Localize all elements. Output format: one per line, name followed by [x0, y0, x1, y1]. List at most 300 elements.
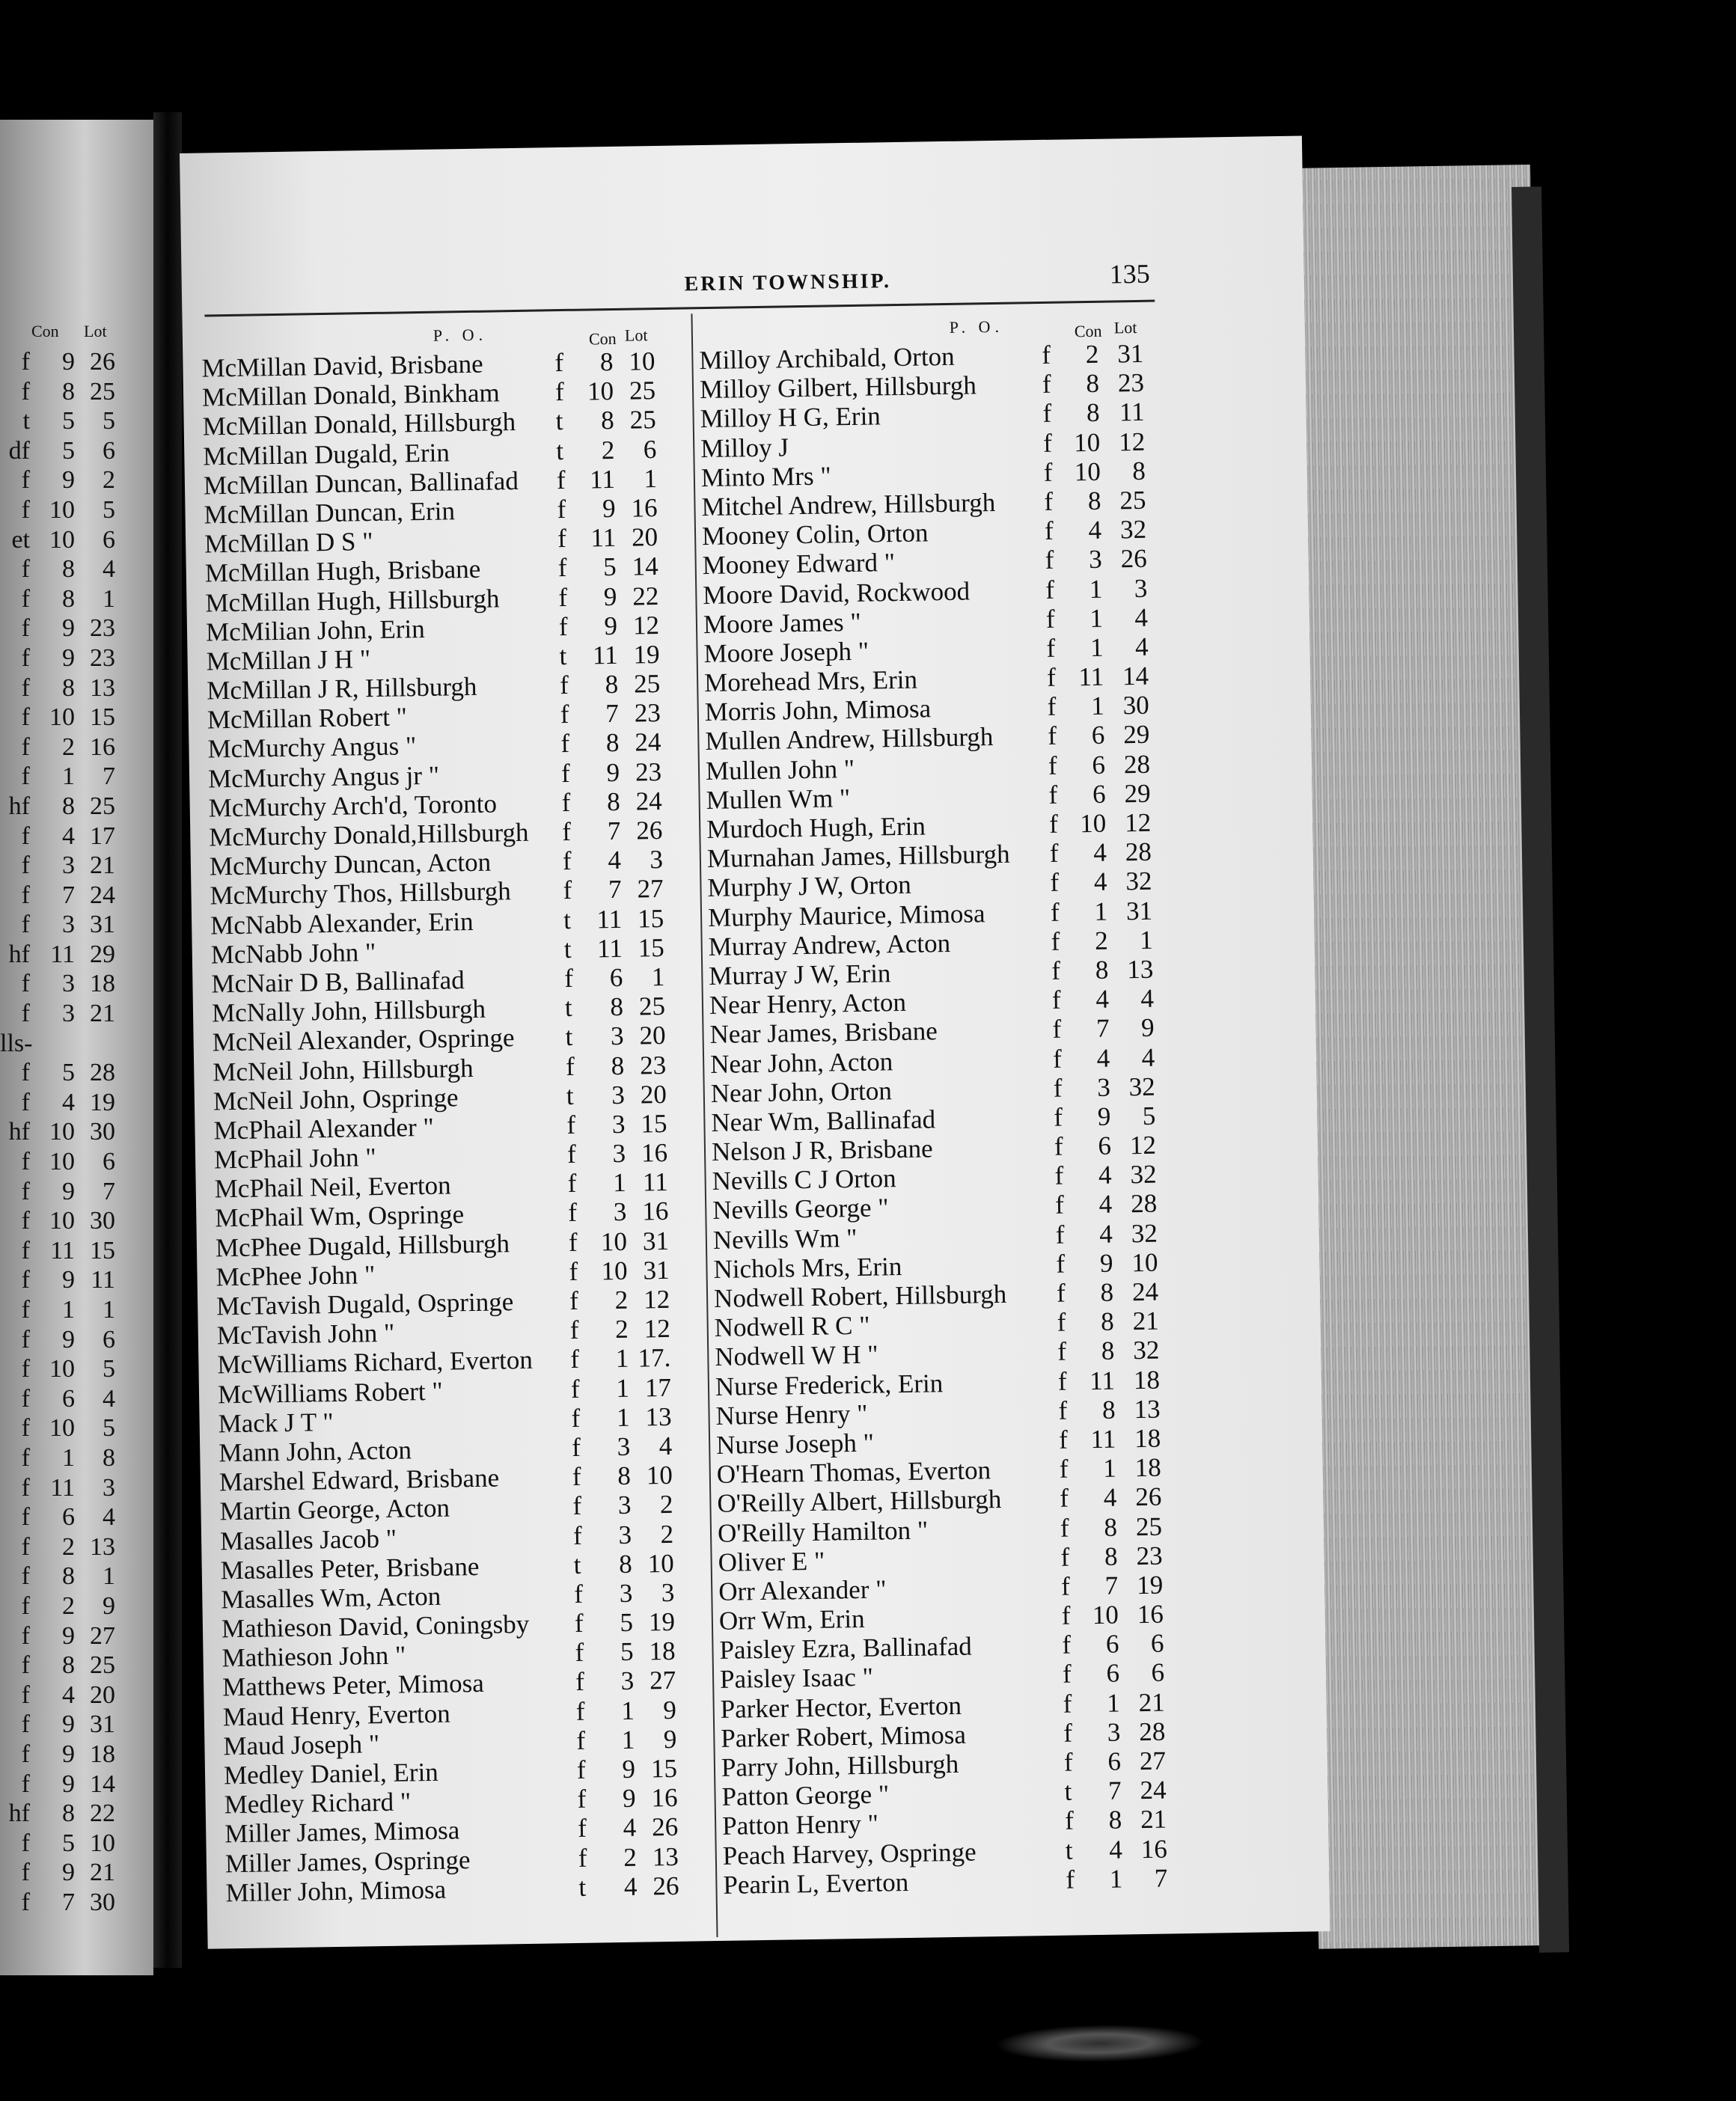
- entry-lot: 6: [643, 434, 657, 464]
- entry-lot: 32: [1125, 866, 1152, 896]
- entry-tenure: f: [1054, 1160, 1064, 1191]
- left-page-lot: 23: [90, 614, 115, 643]
- entry-tenure: f: [561, 787, 571, 817]
- entry-con: 9: [606, 757, 620, 787]
- entry-name: Nurse Joseph ": [715, 1428, 875, 1460]
- entry-name: McPhail Alexander ": [213, 1112, 435, 1146]
- entry-con: 7: [1107, 1776, 1122, 1805]
- left-page-tenure: f: [21, 703, 30, 732]
- left-page-tenure: f: [21, 1414, 30, 1443]
- entry-con: 8: [599, 346, 614, 377]
- entry-name: Miller John, Mimosa: [225, 1874, 447, 1908]
- entry-con: 9: [603, 581, 617, 611]
- entry-lot: 23: [634, 698, 661, 728]
- left-page-con: 8: [62, 1799, 75, 1828]
- left-page-tenure: f: [21, 1236, 30, 1264]
- page-number: 135: [1109, 258, 1150, 290]
- left-page-tenure: f: [21, 495, 30, 524]
- entry-name: McPhee John ": [216, 1259, 376, 1292]
- entry-lot: 27: [1139, 1746, 1167, 1776]
- entry-lot: 24: [1140, 1775, 1167, 1805]
- left-page-tenure: f: [21, 822, 30, 850]
- entry-tenure: f: [574, 1608, 584, 1639]
- left-page-lot: 1: [103, 1562, 115, 1591]
- entry-lot: 30: [1122, 690, 1150, 721]
- entry-tenure: f: [1048, 750, 1057, 780]
- entry-name: Nodwell R C ": [714, 1310, 870, 1343]
- left-page-lot: 25: [90, 377, 115, 406]
- entry-lot: 32: [1131, 1218, 1158, 1248]
- entry-name: McMillan J H ": [206, 643, 371, 676]
- entry-lot: 22: [632, 581, 659, 611]
- entry-tenure: f: [575, 1696, 585, 1726]
- entry-tenure: f: [577, 1814, 587, 1844]
- entry-lot: 13: [645, 1401, 672, 1432]
- entry-tenure: f: [577, 1784, 587, 1814]
- entry-lot: 25: [629, 376, 656, 406]
- entry-name: McMurchy Angus jr ": [207, 760, 440, 794]
- entry-con: 4: [1108, 1835, 1123, 1865]
- left-page-tenure: f: [21, 1710, 30, 1739]
- entry-lot: 14: [632, 551, 659, 581]
- entry-con: 7: [605, 699, 620, 729]
- entry-name: Mitchel Andrew, Hillsburgh: [701, 487, 996, 522]
- left-page-tenure: f: [21, 851, 30, 880]
- entry-con: 3: [617, 1431, 631, 1461]
- entry-tenure: f: [564, 963, 574, 993]
- left-page-con: 9: [62, 1177, 75, 1205]
- entry-lot: 23: [639, 1050, 667, 1080]
- left-page-lot: 8: [103, 1443, 115, 1472]
- entry-tenure: f: [574, 1579, 584, 1609]
- left-page-tenure: f: [21, 1000, 30, 1028]
- entry-name: McPhail John ": [213, 1143, 376, 1175]
- entry-con: 1: [1102, 1453, 1117, 1483]
- left-page-lot: 27: [90, 1621, 115, 1650]
- entry-name: Near Wm, Ballinafad: [711, 1104, 936, 1137]
- left-page-lot: 15: [90, 703, 115, 732]
- left-page-lot: 7: [103, 762, 115, 791]
- left-page-entry: [0, 970, 153, 1000]
- entry-tenure: f: [1055, 1220, 1065, 1250]
- entry-lot: 15: [650, 1753, 678, 1784]
- entry-con: 1: [616, 1402, 630, 1432]
- entry-con: 3: [619, 1578, 633, 1608]
- left-page-entry: [0, 1355, 153, 1385]
- left-page-entry: [0, 1118, 153, 1148]
- left-page-con: 3: [62, 851, 75, 880]
- entry-lot: 16: [631, 492, 658, 523]
- left-page-lot: 29: [90, 940, 115, 968]
- entry-tenure: f: [567, 1198, 578, 1228]
- entry-con: 8: [1104, 1512, 1118, 1542]
- entry-tenure: f: [1050, 897, 1060, 927]
- entry-name: McMurchy Angus ": [207, 731, 417, 764]
- left-page-entry: [0, 941, 153, 970]
- left-page-con: 8: [62, 673, 75, 702]
- entry-lot: 4: [1134, 631, 1149, 661]
- left-page-con: 2: [62, 1532, 75, 1561]
- entry-lot: 20: [639, 1021, 666, 1050]
- left-page-entry: [0, 1030, 153, 1059]
- entry-con: 6: [1105, 1629, 1119, 1660]
- con-header: Con: [588, 328, 617, 349]
- entry-name: Patton George ": [721, 1779, 890, 1812]
- left-page-tenure: f: [21, 1503, 30, 1532]
- left-page-entry: [0, 1503, 153, 1533]
- entry-lot: 28: [1123, 749, 1151, 779]
- left-page-tenure: f: [21, 881, 30, 909]
- left-page-con: 8: [62, 1562, 75, 1591]
- left-page-tenure: f: [21, 348, 30, 376]
- left-page-entry: [0, 378, 153, 408]
- entry-tenure: f: [1045, 604, 1055, 634]
- left-page-con-header: Con: [31, 322, 59, 340]
- entry-name: McWilliams Robert ": [217, 1376, 443, 1409]
- entry-tenure: f: [1054, 1131, 1063, 1161]
- left-page-lot: 24: [90, 881, 115, 909]
- entry-con: 4: [1095, 984, 1110, 1015]
- left-page-con: 7: [62, 1888, 75, 1916]
- left-page-tenure: f: [21, 1443, 30, 1472]
- left-page-entry: [0, 466, 153, 496]
- entry-name: McMillan J R, Hillsburgh: [206, 671, 477, 706]
- left-page-entry: [0, 1681, 153, 1711]
- entry-lot: 13: [1134, 1394, 1161, 1424]
- left-page-tenure: hf: [8, 1799, 30, 1828]
- entry-name: Orr Wm, Erin: [718, 1603, 865, 1636]
- left-page-entry: [0, 674, 153, 704]
- left-page-tenure: f: [21, 1384, 30, 1413]
- entry-name: Moore David, Rockwood: [703, 575, 971, 610]
- entry-name: McNeil John, Hillsburgh: [212, 1053, 474, 1086]
- left-page-tenure: df: [8, 436, 30, 465]
- entry-con: 11: [596, 904, 623, 934]
- entry-name: Mathieson John ": [221, 1640, 406, 1673]
- entry-name: Miller James, Ospringe: [224, 1844, 471, 1878]
- entry-name: McNabb John ": [210, 937, 376, 970]
- entry-lot: 5: [1142, 1101, 1156, 1131]
- entry-lot: 15: [641, 1108, 667, 1139]
- left-page-lot: 6: [103, 436, 115, 465]
- entry-tenure: t: [555, 435, 564, 465]
- entry-tenure: f: [571, 1403, 581, 1433]
- left-page-entry: [0, 703, 153, 733]
- entry-lot: 3: [661, 1577, 675, 1607]
- entry-tenure: f: [557, 494, 566, 525]
- directory-page: [180, 135, 1330, 1948]
- entry-lot: 1: [651, 961, 665, 992]
- entry-name: McMilian John, Erin: [205, 614, 425, 647]
- left-page-tenure: f: [21, 733, 30, 761]
- entry-con: 10: [1079, 808, 1107, 839]
- entry-name: McMillan David, Brisbane: [201, 349, 483, 383]
- entry-con: 3: [613, 1197, 627, 1227]
- left-page-lot: 26: [90, 348, 115, 376]
- entry-con: 7: [1104, 1571, 1119, 1600]
- left-page-tenure: f: [21, 1207, 30, 1235]
- left-page-con: 5: [62, 407, 75, 435]
- entry-tenure: f: [554, 347, 564, 378]
- left-page-lot: 30: [90, 1888, 115, 1916]
- left-page-entry: [0, 1207, 153, 1237]
- po-header: P. O.: [433, 325, 488, 345]
- entry-name: Nevills Wm ": [712, 1223, 858, 1255]
- entry-lot: 19: [633, 639, 660, 670]
- left-page-tenure: f: [21, 584, 30, 613]
- entry-tenure: f: [1048, 780, 1058, 810]
- left-page-entry: [0, 1296, 153, 1326]
- left-page-entry: [0, 1000, 153, 1030]
- entry-con: 2: [614, 1314, 629, 1345]
- left-page-lot: 17: [90, 822, 115, 850]
- left-page-entry: [0, 1474, 153, 1504]
- left-page-con: 2: [62, 733, 75, 761]
- entry-name: Nevills George ": [712, 1193, 889, 1226]
- left-page-entry: [0, 1770, 153, 1800]
- left-page-tenure: hf: [8, 792, 30, 820]
- entry-con: 4: [623, 1871, 638, 1901]
- entry-con: 8: [618, 1549, 632, 1579]
- entry-lot: 8: [1132, 456, 1146, 486]
- entry-name: McPhail Wm, Ospringe: [215, 1199, 465, 1233]
- entry-lot: 26: [651, 1812, 679, 1842]
- left-page-lot: 7: [103, 1177, 115, 1205]
- left-page-con: 8: [62, 377, 75, 406]
- entry-tenure: f: [560, 758, 571, 788]
- entry-name: Peach Harvey, Ospringe: [722, 1837, 977, 1871]
- left-page-entry: [0, 1889, 153, 1918]
- left-page-lot: 5: [103, 495, 115, 524]
- entry-lot: 26: [652, 1871, 679, 1901]
- entry-tenure: f: [572, 1491, 582, 1521]
- entry-tenure: f: [562, 846, 572, 876]
- entry-lot: 24: [1131, 1276, 1159, 1307]
- entry-con: 8: [1086, 398, 1100, 428]
- left-page-con: 4: [62, 1088, 75, 1116]
- left-page-con: 10: [49, 1118, 75, 1146]
- left-page-con: 4: [62, 822, 75, 850]
- entry-name: Maud Henry, Everton: [222, 1698, 451, 1731]
- left-page-tenure: t: [22, 407, 30, 435]
- left-page-lot: 22: [90, 1799, 115, 1828]
- entry-name: McMurchy Arch'd, Toronto: [208, 789, 498, 823]
- left-page-entry: [0, 496, 153, 526]
- entry-lot: 11: [642, 1167, 668, 1197]
- entry-tenure: f: [1048, 721, 1057, 751]
- entry-name: Nurse Henry ": [715, 1398, 868, 1431]
- left-page-entry: [0, 526, 153, 556]
- entry-name: O'Hearn Thomas, Everton: [716, 1455, 991, 1490]
- entry-name: Nelson J R, Brisbane: [711, 1134, 933, 1167]
- entry-lot: 25: [638, 991, 666, 1021]
- entry-tenure: f: [1063, 1689, 1072, 1719]
- entry-name: Nodwell W H ": [715, 1339, 878, 1372]
- left-page-con: 5: [62, 1829, 75, 1857]
- entry-con: 1: [615, 1344, 629, 1374]
- entry-con: 6: [1098, 1131, 1112, 1160]
- entry-con: 6: [1091, 721, 1105, 750]
- entry-con: 8: [1100, 1277, 1114, 1307]
- entry-con: 8: [1101, 1395, 1116, 1425]
- left-page-entry: [0, 348, 153, 378]
- entry-tenure: f: [1051, 926, 1060, 956]
- entry-con: 4: [1093, 837, 1107, 868]
- entry-tenure: f: [1045, 545, 1054, 575]
- entry-tenure: f: [1045, 575, 1055, 605]
- left-page-entry: [0, 407, 153, 437]
- entry-name: McMillan Donald, Binkham: [201, 378, 500, 412]
- left-page-entry: [0, 1089, 153, 1119]
- entry-tenure: f: [560, 700, 569, 730]
- entry-name: McMillan Duncan, Erin: [204, 496, 456, 530]
- entry-name: O'Reilly Albert, Hillsburgh: [717, 1484, 1002, 1519]
- entry-name: Mathieson David, Coningsby: [221, 1609, 530, 1644]
- entry-name: Murdoch Hugh, Erin: [706, 811, 926, 845]
- entry-con: 2: [601, 435, 615, 465]
- entry-con: 8: [605, 669, 619, 700]
- lot-header: Lot: [1113, 317, 1137, 337]
- left-page-tenure: f: [21, 970, 30, 998]
- entry-tenure: f: [572, 1461, 581, 1492]
- book-gutter: [153, 112, 182, 1968]
- left-page-con: 7: [62, 881, 75, 909]
- entry-tenure: f: [1060, 1571, 1071, 1601]
- left-page-entry: [0, 585, 153, 615]
- entry-con: 3: [612, 1138, 626, 1169]
- left-page-lot: 21: [90, 1859, 115, 1887]
- left-page-tenure: f: [21, 1266, 30, 1294]
- entry-name: Murphy Maurice, Mimosa: [707, 898, 985, 932]
- entry-tenure: f: [1042, 399, 1052, 429]
- entry-lot: 23: [635, 756, 662, 787]
- entry-lot: 26: [635, 815, 663, 845]
- left-page-tenure: f: [21, 1473, 30, 1502]
- entry-con: 1: [1089, 632, 1104, 662]
- left-page-tenure: f: [21, 1621, 30, 1650]
- entry-lot: 16: [1140, 1834, 1168, 1864]
- entry-con: 3: [620, 1666, 635, 1696]
- entry-tenure: t: [578, 1872, 587, 1902]
- entry-con: 1: [1090, 691, 1105, 721]
- entry-tenure: t: [1065, 1835, 1073, 1865]
- entry-con: 8: [617, 1461, 632, 1491]
- entry-name: McMurchy Donald,Hillsburgh: [209, 817, 529, 852]
- left-page-con: 1: [62, 1443, 75, 1472]
- entry-tenure: f: [569, 1285, 579, 1316]
- left-page-lot: 10: [90, 1829, 115, 1857]
- lot-header: Lot: [624, 325, 648, 345]
- entry-name: Near Henry, Acton: [709, 988, 907, 1021]
- entry-lot: 21: [1140, 1804, 1167, 1835]
- left-page-con: 9: [62, 1740, 75, 1768]
- entry-lot: 14: [1122, 661, 1149, 691]
- entry-con: 2: [623, 1842, 638, 1872]
- left-page-lot: 21: [90, 851, 115, 880]
- page-title: ERIN TOWNSHIP.: [684, 269, 892, 296]
- entry-tenure: t: [565, 1022, 573, 1052]
- entry-lot: 13: [1126, 954, 1154, 985]
- entry-lot: 17.: [638, 1343, 671, 1373]
- entry-tenure: f: [556, 465, 566, 495]
- entry-lot: 25: [633, 669, 661, 699]
- entry-name: Near John, Acton: [709, 1046, 893, 1079]
- entry-lot: 28: [1125, 837, 1152, 867]
- entry-tenure: f: [1054, 1102, 1063, 1132]
- entry-name: Mooney Edward ": [702, 548, 896, 581]
- entry-lot: 15: [638, 932, 665, 963]
- left-page-entry: [0, 733, 153, 763]
- left-page-entry: [0, 1592, 153, 1622]
- entry-name: Medley Richard ": [224, 1787, 412, 1820]
- entry-con: 8: [1100, 1306, 1114, 1337]
- entry-con: 10: [1074, 456, 1101, 487]
- entry-tenure: f: [1063, 1747, 1073, 1777]
- entry-lot: 12: [643, 1284, 670, 1315]
- left-page-con: 1: [62, 762, 75, 791]
- left-page-tenure: f: [21, 673, 30, 702]
- entry-lot: 1: [1139, 925, 1153, 955]
- left-page-lot: 16: [90, 733, 115, 761]
- entry-lot: 9: [663, 1724, 677, 1754]
- entry-tenure: f: [1053, 1073, 1063, 1103]
- entry-tenure: f: [578, 1843, 587, 1873]
- entry-name: McMillan D S ": [204, 527, 373, 559]
- entry-name: McNair D B, Ballinafad: [211, 965, 465, 999]
- entry-name: Maud Joseph ": [223, 1728, 380, 1761]
- entry-tenure: f: [1044, 516, 1054, 546]
- left-page-con: 9: [62, 1859, 75, 1887]
- left-page-lot: 3: [103, 1473, 115, 1502]
- entry-tenure: t: [563, 905, 572, 935]
- entry-lot: 9: [662, 1695, 677, 1725]
- entry-tenure: f: [575, 1638, 584, 1668]
- left-page-con: 9: [62, 348, 75, 376]
- entry-con: 6: [1107, 1746, 1122, 1776]
- left-page-tenure: f: [21, 1770, 30, 1798]
- entry-lot: 2: [659, 1490, 673, 1520]
- entry-tenure: f: [1044, 486, 1054, 516]
- entry-con: 1: [612, 1168, 626, 1198]
- entry-lot: 16: [1137, 1599, 1164, 1630]
- entry-tenure: f: [1042, 369, 1051, 400]
- left-page-lot: 9: [103, 1591, 115, 1620]
- left-page-tenure: f: [21, 1296, 30, 1324]
- entry-con: 11: [592, 640, 618, 670]
- left-page-con: 9: [62, 1266, 75, 1294]
- left-page-tenure: f: [21, 555, 30, 584]
- left-page-con: 2: [62, 1591, 75, 1620]
- entry-name: Mooney Colin, Orton: [701, 518, 929, 551]
- left-page-entry: [0, 1740, 153, 1770]
- entry-lot: 12: [1118, 426, 1146, 456]
- entry-tenure: t: [564, 993, 573, 1023]
- entry-lot: 23: [1136, 1541, 1163, 1571]
- right-column-entries: [699, 338, 1188, 1899]
- entry-con: 8: [1104, 1541, 1118, 1571]
- entry-tenure: f: [1063, 1718, 1073, 1748]
- entry-name: Masalles Jacob ": [219, 1523, 397, 1556]
- entry-tenure: f: [1046, 662, 1057, 692]
- entry-tenure: t: [563, 934, 572, 964]
- left-page-lot: 20: [90, 1681, 115, 1709]
- entry-con: 3: [611, 1109, 626, 1139]
- entry-tenure: t: [555, 406, 563, 436]
- entry-name: Morris John, Mimosa: [704, 694, 932, 727]
- con-header: Con: [1074, 321, 1102, 341]
- entry-name: Murray J W, Erin: [709, 958, 891, 991]
- entry-name: Patton Henry ": [721, 1808, 879, 1841]
